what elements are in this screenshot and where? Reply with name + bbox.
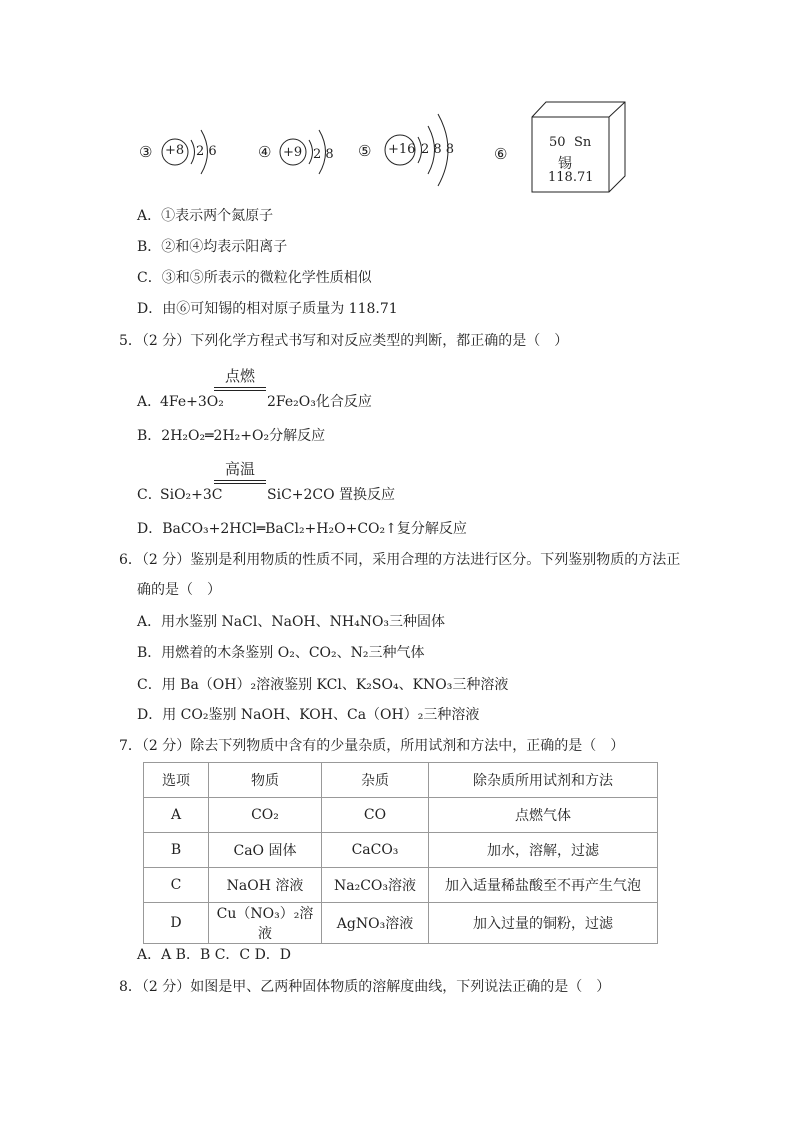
table-cell: NaOH 溶液 [209,868,322,903]
table-cell: B [144,833,209,868]
q5-stem: 5．（2 分）下列化学方程式书写和对反应类型的判断，都正确的是（ ） [119,333,569,349]
element6-number: 50 [549,135,566,150]
table-header-cell: 物质 [209,763,322,798]
table-header-cell: 选项 [144,763,209,798]
table-cell: 点燃气体 [429,798,658,833]
q4-option-d: D．由⑥可知锡的相对原子质量为 118.71 [137,301,398,317]
table-header-row [144,763,658,798]
table-row [144,903,658,944]
q5-option-c-condition-text: 高温 [224,460,255,478]
table-cell: Cu（NO₃）₂溶液 [209,903,322,944]
table-cell: 加入适量稀盐酸至不再产生气泡 [429,868,658,903]
table-cell: AgNO₃溶液 [322,903,429,944]
atom5-label: ⑤ [358,142,372,160]
q6-option-b: B．用燃着的木条鉴别 O₂、CO₂、N₂三种气体 [137,645,425,661]
atom5-nucleus: +16 [388,142,416,157]
table-cell: A [144,798,209,833]
q5-option-c-equals-bar [214,480,266,484]
atom3-label: ③ [139,143,153,161]
table-cell: 加入过量的铜粉，过滤 [429,903,658,944]
q6-option-a: A．用水鉴别 NaCl、NaOH、NH₄NO₃三种固体 [137,614,446,630]
q7-stem: 7．（2 分）除去下列物质中含有的少量杂质，所用试剂和方法中，正确的是（ ） [119,738,625,754]
q5-option-c-condition [214,458,266,484]
q5-option-b: B．2H₂O₂═2H₂+O₂分解反应 [137,428,326,444]
q5-option-c-left: SiO₂+3C [160,487,223,503]
atom3-shell-1 [191,140,195,164]
element6-symbol: Sn [574,135,592,150]
table-cell: D [144,903,209,944]
q6-option-d: D．用 CO₂鉴别 NaOH、KOH、Ca（OH）₂三种溶液 [137,707,480,723]
table-row [144,868,658,903]
q5-option-a-equals-bar [214,387,266,391]
table-cell: 加水，溶解，过滤 [429,833,658,868]
atom4-shells: 2 8 [313,147,334,162]
q5-option-a-right: 2Fe₂O₃化合反应 [267,394,372,410]
atom5-shells: 2 8 8 [421,142,455,157]
q6-option-c: C．用 Ba（OH）₂溶液鉴别 KCl、K₂SO₄、KNO₃三种溶液 [137,677,509,693]
atom4-label: ④ [258,143,272,161]
table-header-cell: 杂质 [322,763,429,798]
q6-stem-line2: 确的是（ ） [137,582,221,598]
table-row [144,833,658,868]
atom4-shell-1 [309,140,313,164]
q7-answer-options: A．A B．B C．C D．D [137,947,292,963]
table-cell: CO₂ [209,798,322,833]
q5-option-a-condition [214,365,266,391]
table-row [144,798,658,833]
q5-option-a-condition-text: 点燃 [224,367,255,385]
q4-option-b: B．②和④均表示阳离子 [137,239,288,255]
q5-option-a-left: 4Fe+3O₂ [160,394,224,410]
table-cell: CaCO₃ [322,833,429,868]
q6-stem-line1: 6．（2 分）鉴别是利用物质的性质不同，采用合理的方法进行区分。下列鉴别物质的方法正 [119,552,681,568]
element6-mass: 118.71 [548,170,594,185]
table-header-cell: 除杂质所用试剂和方法 [429,763,658,798]
atom3-nucleus: +8 [165,143,185,158]
table-cell: CO [322,798,429,833]
q4-option-c: C．③和⑤所表示的微粒化学性质相似 [137,270,372,286]
element6-name: 锡 [558,156,572,172]
table-cell: Na₂CO₃溶液 [322,868,429,903]
q5-option-a-prefix: A． [137,394,162,410]
q4-option-a: A．①表示两个氮原子 [137,208,274,224]
q7-table [143,762,658,944]
atom4-nucleus: +9 [283,145,303,160]
q8-stem: 8．（2 分）如图是甲、乙两种固体物质的溶解度曲线，下列说法正确的是（ ） [119,979,611,995]
table-cell: CaO 固体 [209,833,322,868]
q5-option-c-right: SiC+2CO 置换反应 [267,487,396,503]
table-cell: C [144,868,209,903]
q5-option-c-prefix: C． [137,487,162,503]
element6-label: ⑥ [494,145,508,163]
q5-option-d: D．BaCO₃+2HCl═BaCl₂+H₂O+CO₂↑复分解反应 [137,521,467,537]
atom3-shells: 2 6 [196,144,217,159]
